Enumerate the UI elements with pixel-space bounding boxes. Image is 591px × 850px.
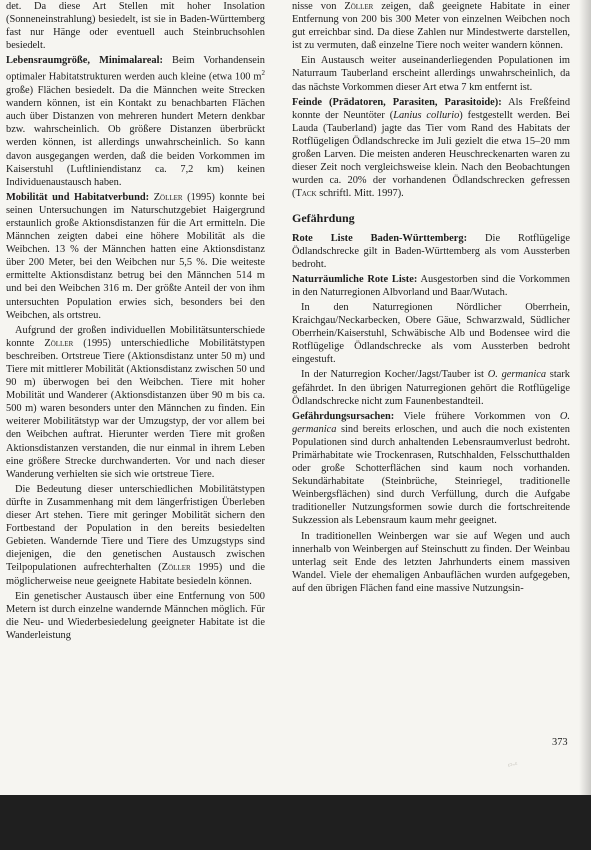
paragraph: Mobilität und Habitatverbund: Zöller (1995) konnte bei seinen Untersuchungen im Naturschutzgebiet Haigergrund erstaunlich große Aktionsdistanzen für die Art ermitteln. Die Männchen zeigten dabei eine höhere Mobilität als die Weibchen. 13 % der Männchen hatten eine Aktionsdistanz über 200 Meter, bei den Weibchen nur 5,5 %. Die weiteste ermittelte Aktionsdistanz betrug bei den Männchen 514 m und bei den Weibchen 316 m. Der größte Anteil der von ihm untersuchten Population erwies sich, besonders bei den Weibchen, als ortstreu.: [6, 191, 265, 321]
paragraph: Rote Liste Baden-Württemberg: Die Rotflügelige Ödlandschrecke gilt in Baden-Württemberg als vom Aussterben bedroht.: [292, 232, 570, 270]
paragraph: Lebensraumgröße, Minimalareal: Beim Vorhandensein optimaler Habitatstrukturen werden auch kleine (etwa 100 $m^2$ große) Flächen besiedelt. Da die Männchen weite Strecken wandern können, ist ein Kontakt zu benachbarten Flächen auch über Distanzen von mehreren hundert Metern denkbar bzw. wahrscheinlich. Ob größere Distanzen überbrückt werden können, ist allerdings unwahrscheinlich. So kann davon ausgegangen werden, daß die beiden Vorkommen im Kaiserstuhl (Luftliniendistanz ca. 7,2 km) keinen Individuenaustausch haben.: [6, 55, 265, 188]
paragraph: Gefährdungsursachen: Viele frühere Vorkommen von O. germanica sind bereits erloschen, und auch die noch existenten Populationen sind durch anhaltenden Lebensraumverlust bedroht. Primärhabitate wie Trockenrasen, Rutschhalden, Felsschutthalden oder große Schotterflächen sind kaum noch vorhanden. Sekundärhabitate (Steinbrüche, Steinriegel, traditionelle Weinbergsflächen) sind durch Verfüllung, durch die Aufgabe traditioneller Nutzungsformen sowie durch die fortschreitende Sukzession als Lebensraum kaum mehr geeignet.: [292, 410, 570, 527]
paragraph: Naturräumliche Rote Liste: Ausgestorben sind die Vorkommen in den Naturregionen Albvorland und Baar/Wutach.: [292, 273, 570, 298]
paragraph: Ein genetischer Austausch über eine Entfernung von 500 Metern ist durch einzelne wandernde Männchen möglich. Für die Neu- und Wiederbesiedelung geeigneter Habitate ist die Wanderleistung: [6, 590, 265, 641]
paragraph: Aufgrund der großen individuellen Mobilitätsunterschiede konnte Zöller (1995) unterschiedliche Mobilitätstypen beschreiben. Ortstreue Tiere (Aktionsdistanz unter 50 m) und Tiere mit mittlerer Mobilität (Aktionsdistanz zwischen 50 und 90 m) überwogen bei den Weibchen. Tiere mit hoher Mobilität und Wanderer (Aktionsdistanzen über 90 m bis ca. 500 m) waren besonders unter den Männchen zu finden. Ein weiterer Mobilitätstyp war der Umzugstyp, der vor allem bei den Weibchen auftrat. Hierunter werden Tiere mit großen Aktionsdistanzen verstanden, die nur einmal in ihrem Leben eine größere Strecke durchwanderten. Vor und nach dieser Wanderung verhielten sie sich wie ortstreue Tiere.: [6, 324, 265, 480]
scanner-bed-edge: [0, 795, 591, 850]
paragraph: Die Bedeutung dieser unterschiedlichen Mobilitätstypen dürfte in Zusammenhang mit dem längerfristigen Überleben dieser Art stehen. Tiere mit geringer Mobilität sichern den Fortbestand der Population in den bereits besiedelten Gebieten. Wandernde Tiere und Tiere des Umzugstyps sind diejenigen, die den genetischen Austausch zwischen Teilpopulationen aufrechterhalten (Zöller 1995) und die möglicherweise neue geeignete Habitate besiedeln können.: [6, 483, 265, 587]
page-number: 373: [552, 737, 568, 748]
paragraph: Feinde (Prädatoren, Parasiten, Parasitoide): Als Freßfeind konnte der Neuntöter (Lanius collurio) festgestellt werden. Bei Lauda (Tauberland) jagte das Tier vom Rand des Habitats der Rotflügeligen Ödlandschrecke im Juli gezielt die etwa 15–20 mm großen Larven. Die meisten anderen Heuschreckenarten waren zu dieser Zeit noch vergleichsweise klein. Nach den Beobachtungen wurden ca. 20% der vorhandenen Ödlandschrecken gefressen (Tack schriftl. Mitt. 1997).: [292, 96, 571, 200]
paragraph: nisse von Zöller zeigen, daß geeignete Habitate in einer Entfernung von 200 bis 300 Meter von einzelnen Weibchen noch gut erreichbar sind. Da diese Zahlen nur Mindestwerte darstellen, ist zu vermuten, daß einzelne Tiere noch weiter wandern können.: [292, 1, 570, 52]
right-column: [292, 0, 570, 597]
paragraph: In traditionellen Weinbergen war sie auf Wegen und auch innerhalb von Weinbergen auf Steinschutt zu finden. Der Weinbau unterlag seit Ende des letzten Jahrhunderts einem massiven Wandel. Viele der ehemaligen Anbauflächen wurden aufgegeben, auf den übrigen Flächen fand eine massive Nutzungsin-: [292, 530, 570, 594]
paragraph: det. Da diese Art Stellen mit hoher Insolation (Sonneneinstrahlung) besiedelt, ist sie in Baden-Württemberg fast nur Hänge oder eventuell auch Steinbruchsohlen besiedelt.: [6, 1, 265, 52]
paragraph: In der Naturregion Kocher/Jagst/Tauber ist O. germanica stark gefährdet. In den übrigen Naturregionen gehört die Rotflügelige Ödlandschrecke nicht zum Faunenbestandteil.: [292, 369, 570, 407]
paragraph: In den Naturregionen Nördlicher Oberrhein, Kraichgau/Neckarbecken, Obere Gäue, Schwarzwald, Südlicher Oberrhein/Kaiserstuhl, Schwäbische Alb und Bodensee wird die Rotflügelige Ödlandschrecke als vom Aussterben bedroht eingestuft.: [292, 301, 570, 366]
paragraph: Ein Austausch weiter auseinanderliegenden Populationen im Naturraum Tauberland erscheint allerdings unwahrscheinlich, da das nächste Vorkommen dieser Art etwa 7 km entfernt ist.: [292, 55, 570, 93]
scan-smudge: ᵋᵓ·ᵋ: [507, 759, 519, 771]
left-column: [6, 0, 265, 644]
section-heading: Gefährdung: [292, 211, 355, 226]
